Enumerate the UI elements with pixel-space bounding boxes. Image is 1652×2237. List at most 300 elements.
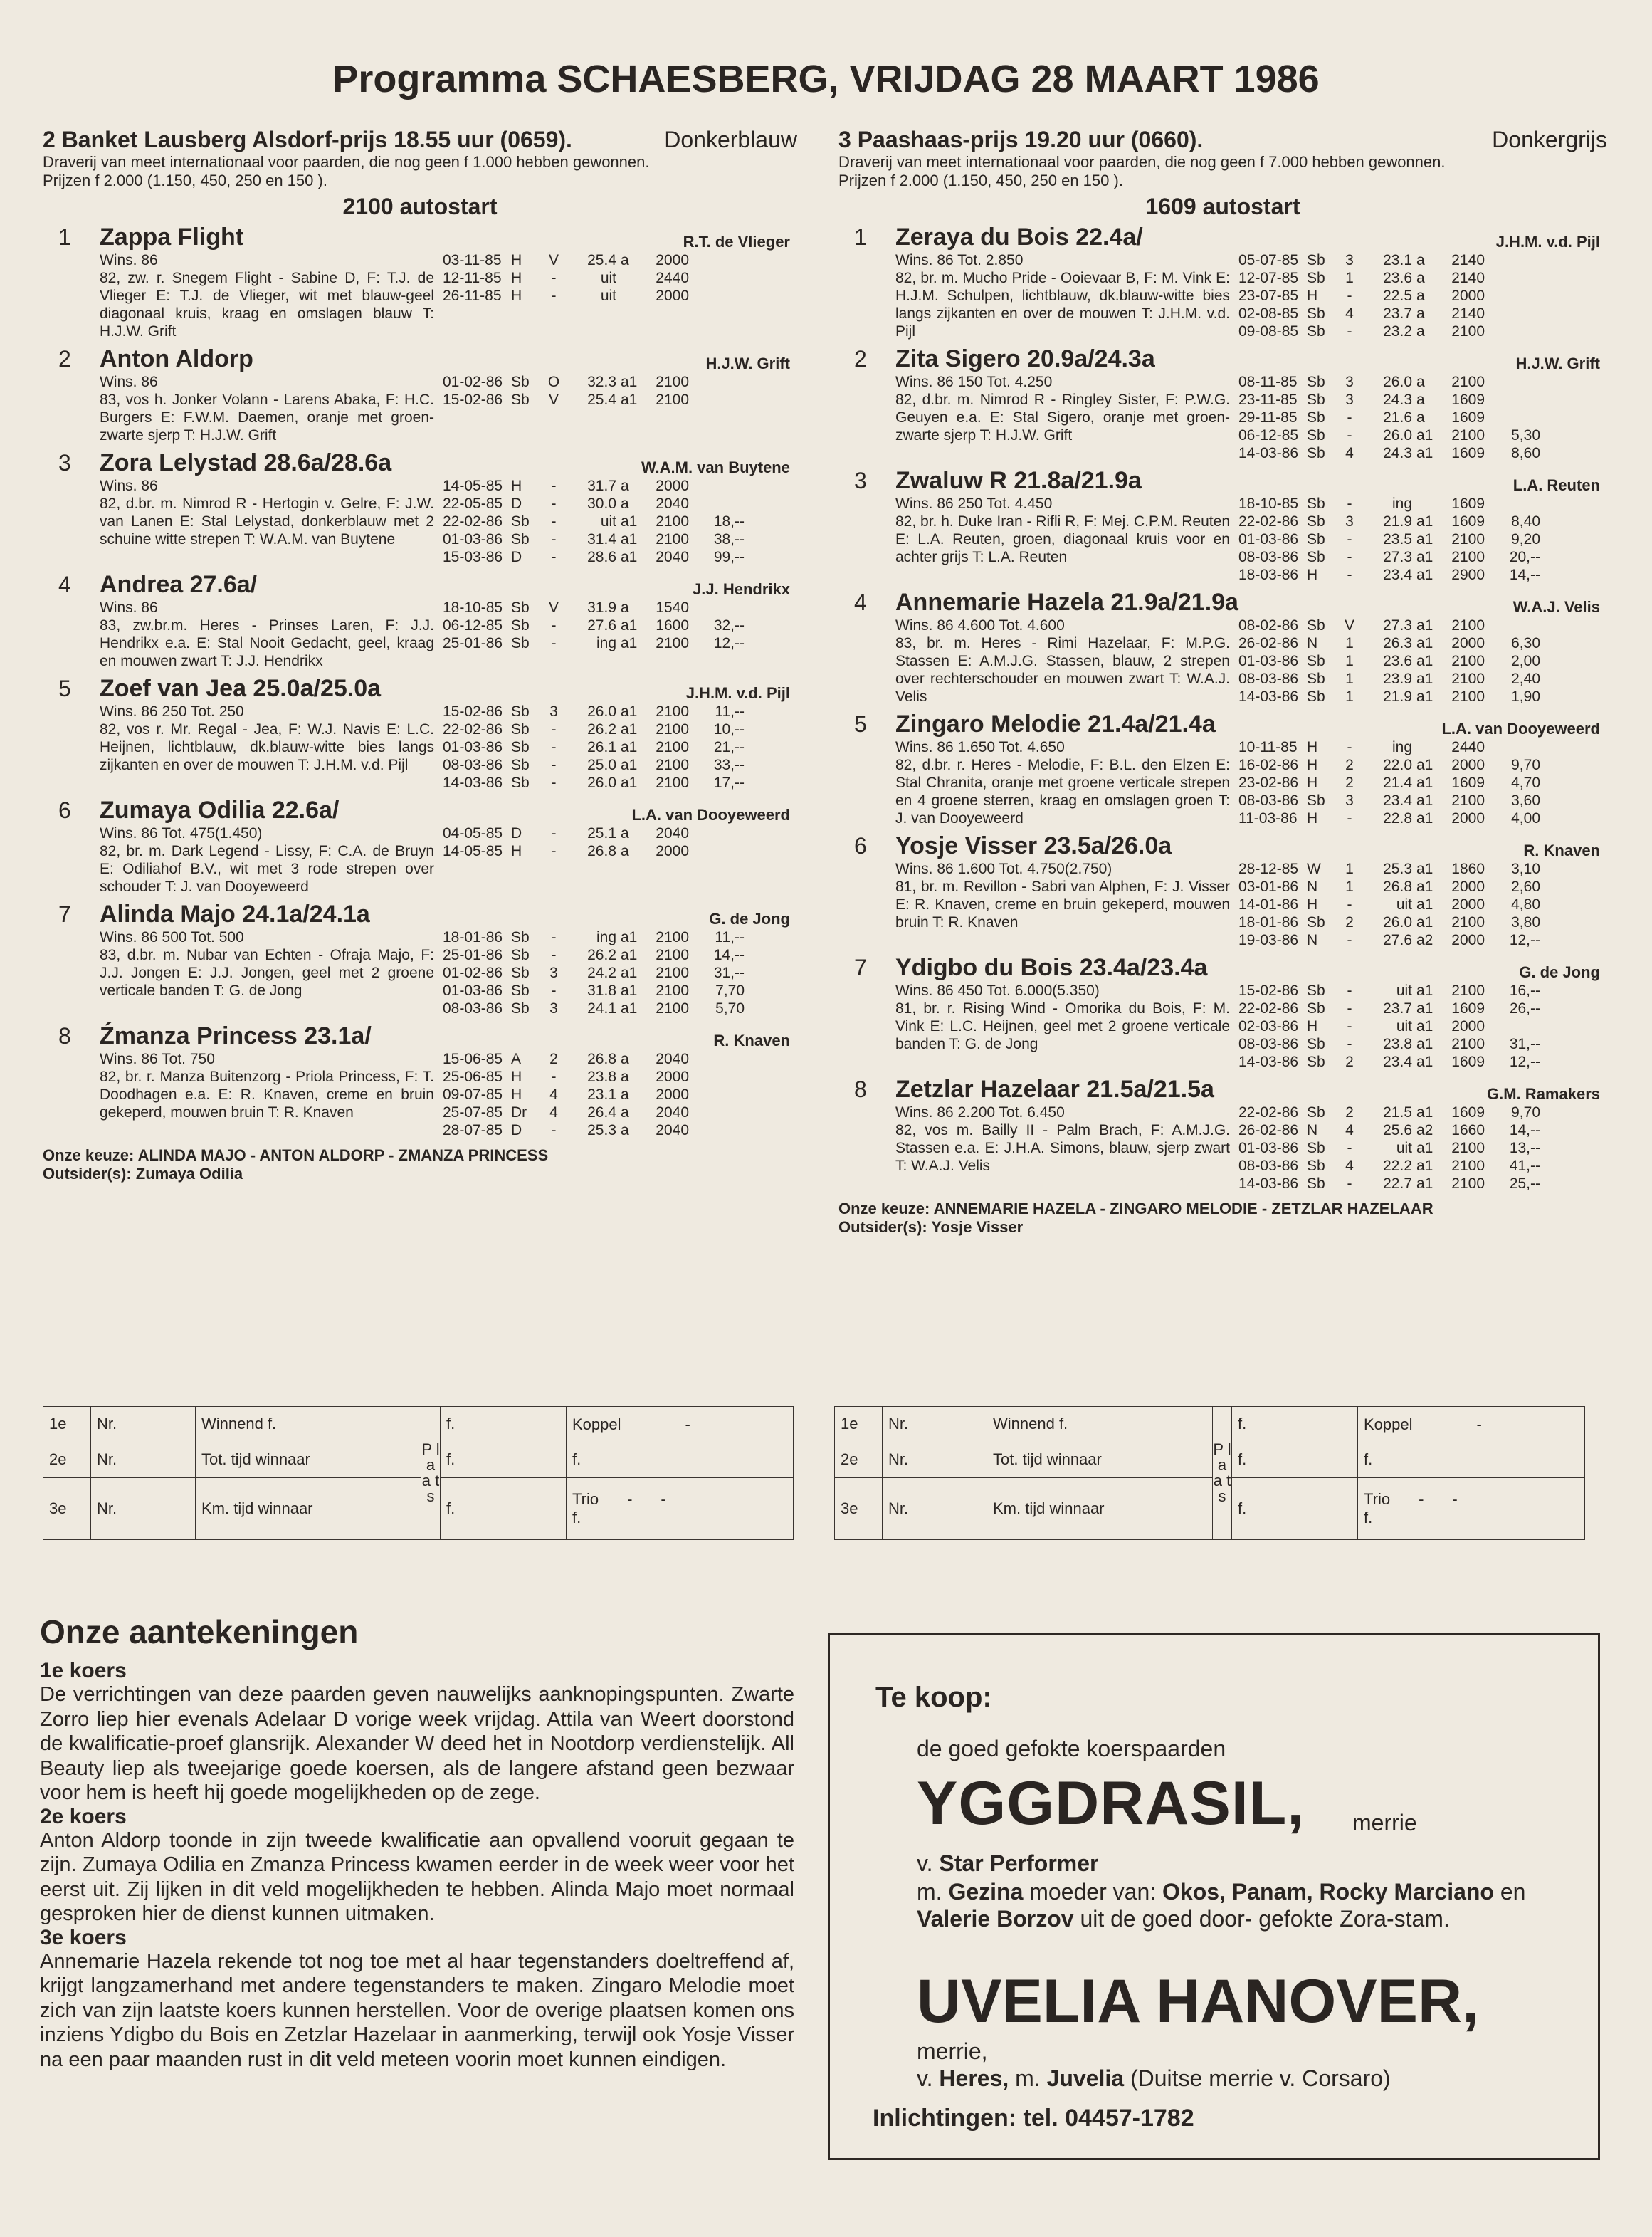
horse-performances — [1238, 982, 1540, 1071]
performance-cell: 3,10 — [1511, 861, 1540, 877]
horse-performances — [1238, 373, 1540, 462]
race-start: 1609 autostart — [1145, 194, 1300, 219]
performance-cell: uit — [600, 288, 616, 304]
horse-detail — [895, 251, 1607, 340]
performance-cell: N — [1307, 635, 1318, 651]
result-cell: Nr. — [883, 1442, 987, 1477]
result-row — [835, 1477, 1585, 1539]
notes-text: De verrichtingen van deze paarden geven nauwelijks aanknopingspunten. Zwarte Zorro liep hier evenals Adelaar D vorige week vrijdag. Attila van Weert doorstond de kwalificatie-proef glansrijk. Alexander W deed het in Nootdorp verdienstelijk. All Beauty liep als tweejarige goede koersen, als de langere afstand geen bezwaar voor hem is heeft hij goede mogelijkheden op de zege. — [40, 1683, 794, 1804]
horse-entry — [838, 223, 1607, 340]
horse-description: Wins. 86 450 Tot. 6.000(5.350) 81, br. r. Rising Wind - Omorika du Bois, F: M. Vink E: L.C. Heijnen, geel met 2 groene verticale banden T: G. de Jong — [895, 983, 1230, 1052]
performance-cell: 2100 — [1451, 323, 1485, 340]
performance-cell: Sb — [1307, 1054, 1325, 1070]
performance-cell: 18-01-86 — [1238, 914, 1299, 931]
performance-cell — [689, 287, 745, 305]
performance-cell: Sb — [511, 983, 530, 999]
horse-name: Zeraya du Bois 22.4a/ — [895, 224, 1143, 251]
performance-cell: 2000 — [1451, 288, 1485, 304]
performance-cell: a1 — [621, 617, 638, 634]
result-cell: 1e — [43, 1407, 91, 1442]
horse-detail — [100, 824, 797, 896]
result-cell: 1e — [835, 1407, 883, 1442]
performance-cell: 23.7 — [1383, 305, 1412, 322]
performance-cell: - — [1347, 549, 1352, 565]
performance-cell: 2100 — [1451, 1140, 1485, 1156]
performance-cell: 8,60 — [1511, 445, 1540, 461]
ad-offspring-2: Valerie Borzov — [917, 1906, 1074, 1932]
performance-cell: uit — [1396, 1140, 1412, 1156]
race-title: 3 Paashaas-prijs 19.20 uur (0660). — [838, 127, 1204, 152]
horse-body — [100, 570, 797, 670]
horse-name: Andrea 27.6a/ — [100, 571, 258, 598]
performance-cell: a1 — [1416, 1054, 1433, 1070]
notes-heading: 2e koers — [40, 1804, 127, 1828]
performance-cell: - — [1347, 1140, 1352, 1156]
performance-cell: 21.6 — [1383, 409, 1412, 426]
performance-cell: a1 — [1416, 531, 1433, 548]
performance-cell: 4,70 — [1511, 775, 1540, 791]
performance-cell: - — [551, 825, 557, 842]
performance-cell: 2100 — [656, 721, 689, 738]
performance-cell: Sb — [1307, 323, 1325, 340]
result-cell: Km. tijd winnaar — [196, 1477, 421, 1539]
performance-cell: 30.0 — [587, 496, 616, 512]
performance-cell: 2100 — [1451, 1158, 1485, 1174]
horse-trainer: J.J. Hendrikx — [693, 580, 790, 598]
horse-number: 7 — [58, 901, 71, 927]
performance-cell: 18-10-85 — [1238, 496, 1299, 512]
performance-cell: 12,-- — [1509, 932, 1540, 948]
horse-body — [100, 345, 797, 444]
performance-cell: 26.0 — [1383, 427, 1412, 444]
horse-detail — [100, 477, 797, 566]
horse-description: Wins. 86 500 Tot. 500 83, d.br. m. Nubar van Echten - Ofraja Majo, F: J.J. Jongen E: J.J. Jongen, geel met 2 groene verticale banden T: G. de Jong — [100, 929, 434, 999]
performance-cell: 2100 — [1451, 983, 1485, 999]
performance-cell: 4 — [1345, 305, 1354, 322]
horse-performances — [443, 824, 745, 896]
our-choice: Onze keuze: ALINDA MAJO - ANTON ALDORP - ZMANZA PRINCESS — [43, 1146, 549, 1164]
performance-cell: 3 — [1345, 392, 1354, 408]
performance-row — [1238, 426, 1540, 444]
horse-body — [895, 345, 1607, 462]
race-prizes: Prijzen f 2.000 (1.150, 450, 250 en 150 ). — [43, 172, 327, 189]
horse-name: Zora Lelystad 28.6a/28.6a — [100, 449, 392, 476]
performance-cell: 2100 — [656, 635, 689, 651]
horse-number: 5 — [58, 676, 71, 701]
performance-row — [1238, 931, 1540, 949]
koppel-dash: - — [1476, 1415, 1482, 1433]
horse-trainer: W.A.M. van Buytene — [641, 459, 790, 476]
horse-detail — [895, 1104, 1607, 1193]
performance-cell: 3 — [1345, 374, 1354, 390]
performance-cell: Sb — [511, 739, 530, 755]
horse-detail — [895, 373, 1607, 462]
performance-cell: Sb — [1307, 445, 1325, 461]
performance-cell: 2000 — [1451, 879, 1485, 895]
performance-cell: 31,-- — [1509, 1036, 1540, 1052]
performance-cell: 31.9 — [587, 599, 616, 616]
performance-cell: 23.2 — [1383, 323, 1412, 340]
performance-cell: a — [621, 1122, 629, 1138]
horse-trainer: H.J.W. Grift — [1515, 355, 1600, 372]
horse-performances — [443, 373, 745, 444]
performance-cell: 11-03-86 — [1238, 810, 1298, 827]
result-cell: Nr. — [91, 1442, 196, 1477]
performance-cell — [621, 269, 645, 287]
performance-cell — [689, 269, 745, 287]
performance-cell: 2100 — [656, 929, 689, 945]
performance-cell: 2100 — [656, 775, 689, 791]
performance-cell: a1 — [1416, 861, 1433, 877]
performance-cell — [1485, 738, 1540, 756]
performance-cell: 05-07-85 — [1238, 252, 1299, 268]
performance-cell: 2100 — [656, 703, 689, 720]
performance-row — [443, 269, 745, 287]
performance-cell: a1 — [621, 775, 638, 791]
performance-cell: 01-03-86 — [1238, 1140, 1299, 1156]
performance-cell: - — [551, 635, 557, 651]
performance-cell: H — [1307, 739, 1318, 755]
performance-cell: a1 — [1416, 653, 1433, 669]
performance-cell: 1 — [1345, 270, 1354, 286]
performance-cell: a1 — [621, 374, 638, 390]
performance-cell: 2140 — [1451, 305, 1485, 322]
performance-cell: - — [1347, 739, 1352, 755]
performance-row — [443, 928, 745, 946]
performance-cell: a1 — [1416, 1000, 1433, 1017]
performance-cell: a1 — [1416, 983, 1433, 999]
performance-cell: 14-03-86 — [1238, 688, 1299, 705]
performance-cell: a1 — [1416, 1140, 1433, 1156]
performance-cell: - — [551, 775, 557, 791]
performance-cell — [689, 391, 745, 409]
horse-performances — [1238, 617, 1540, 706]
performance-cell: 8,40 — [1511, 513, 1540, 530]
horse-trainer: G.M. Ramakers — [1487, 1085, 1600, 1103]
performance-cell: 7,70 — [715, 983, 745, 999]
performance-cell: 1609 — [1451, 409, 1485, 426]
performance-row — [1238, 495, 1540, 513]
horse-number: 5 — [854, 711, 867, 737]
performance-cell: a1 — [1416, 688, 1433, 705]
performance-cell: 1609 — [1451, 1000, 1485, 1017]
performance-cell: a1 — [1416, 1018, 1433, 1034]
performance-cell: 22.2 — [1383, 1158, 1412, 1174]
performance-cell: 22-02-86 — [443, 721, 503, 738]
performance-cell: Sb — [1307, 1140, 1325, 1156]
our-choice: Onze keuze: ANNEMARIE HAZELA - ZINGARO MELODIE - ZETZLAR HAZELAAR — [838, 1200, 1433, 1217]
performance-cell: a1 — [621, 392, 638, 408]
race-3 — [838, 127, 1607, 1237]
performance-cell: 2100 — [1451, 914, 1485, 931]
performance-cell: H — [511, 1069, 522, 1085]
performance-cell: 02-08-85 — [1238, 305, 1299, 322]
performance-row — [443, 703, 745, 721]
result-cell: f. — [441, 1442, 567, 1477]
performance-cell — [1485, 287, 1540, 305]
horse-description: Wins. 86 Tot. 750 82, br. r. Manza Buitenzorg - Priola Princess, F: T. Doodhagen e.a. E: R. Knaven, creme en bruin gekeperd, mouwen bruin T: R. Knaven — [100, 1051, 434, 1121]
performance-row — [1238, 810, 1540, 827]
performance-cell: H — [1307, 567, 1318, 583]
performance-cell — [1485, 251, 1540, 269]
horse-description: Wins. 86 1.650 Tot. 4.650 82, d.br. r. Heres - Melodie, F: B.L. den Elzen E: Stal Chranita, oranje met groene verticale strepen en 4 groene sterren, kraag en omslagen groen T: J. van Dooyeweerd — [895, 739, 1230, 827]
performance-cell: 26.0 — [1383, 914, 1412, 931]
horse-entry — [43, 1022, 797, 1139]
performance-cell: 08-03-86 — [1238, 792, 1299, 809]
performance-cell: 2100 — [1451, 1175, 1485, 1192]
performance-cell: 2000 — [1451, 757, 1485, 773]
performance-cell: 01-02-86 — [443, 965, 503, 981]
performance-row — [1238, 1017, 1540, 1035]
performance-cell: 2 — [1345, 1104, 1354, 1121]
result-table-race-3 — [834, 1406, 1585, 1540]
performance-cell: 2000 — [1451, 810, 1485, 827]
performance-cell: 08-03-86 — [443, 757, 503, 773]
performance-cell: 23.4 — [1383, 1054, 1412, 1070]
performance-row — [1238, 617, 1540, 634]
performance-cell: Sb — [511, 374, 530, 390]
horse-number: 7 — [854, 955, 867, 980]
performance-cell: 26.1 — [587, 739, 616, 755]
performance-cell: 1 — [1345, 635, 1354, 651]
performance-cell — [1485, 495, 1540, 513]
performance-cell: - — [551, 270, 557, 286]
performance-cell: Sb — [1307, 617, 1325, 634]
performance-cell: ing — [1391, 496, 1412, 512]
performance-cell: - — [551, 1122, 557, 1138]
ad-tail: uit de goed door- — [1080, 1906, 1253, 1932]
performance-cell: Sb — [511, 965, 530, 981]
result-row — [43, 1442, 794, 1477]
race-start: 2100 autostart — [342, 194, 498, 219]
ad-horse-1-gender: merrie — [1352, 1810, 1417, 1835]
horse-body — [895, 223, 1607, 340]
performance-cell: H — [1307, 896, 1318, 913]
race-description: Draverij van meet internationaal voor paarden, die nog geen f 1.000 hebben gewonnen. — [43, 153, 650, 171]
performance-cell: 2000 — [656, 288, 689, 304]
performance-cell: 08-02-86 — [1238, 617, 1299, 634]
performance-cell: 2100 — [656, 531, 689, 548]
performance-row — [1238, 652, 1540, 670]
performance-cell — [689, 477, 745, 495]
performance-cell: 26.0 — [587, 703, 616, 720]
horse-description: Wins. 86 Tot. 2.850 82, br. m. Mucho Pride - Ooievaar B, F: M. Vink E: H.J.M. Schulpen, lichtblauw, dk.blauw-witte bies langs zijkanten en over de mouwen T: J.H.M. v.d. Pijl — [895, 252, 1230, 340]
performance-cell: 4 — [549, 1104, 558, 1121]
performance-cell — [1485, 373, 1540, 391]
horse-number: 3 — [854, 468, 867, 493]
performance-cell: 08-11-85 — [1238, 374, 1298, 390]
horse-detail — [895, 860, 1607, 949]
performance-cell: N — [1307, 932, 1318, 948]
horse-entry — [838, 832, 1607, 949]
horse-entry — [43, 674, 797, 792]
performance-cell: H — [511, 288, 522, 304]
performance-cell: - — [1347, 323, 1352, 340]
performance-cell: - — [551, 739, 557, 755]
performance-cell: 21.4 — [1383, 775, 1412, 791]
performance-cell: 1 — [1345, 653, 1354, 669]
performance-cell: - — [1347, 983, 1352, 999]
ad-and: en — [1500, 1879, 1526, 1905]
performance-cell: 22.8 — [1383, 810, 1412, 827]
performance-row — [1238, 982, 1540, 1000]
performance-cell: H — [1307, 288, 1318, 304]
horse-header — [100, 796, 797, 824]
performance-row — [1238, 860, 1540, 878]
performance-cell: Sb — [1307, 392, 1325, 408]
plaats-label: P l a a t s — [421, 1407, 441, 1540]
performance-cell: 6,30 — [1511, 635, 1540, 651]
performance-cell: a — [1416, 409, 1425, 426]
performance-cell: 4,00 — [1511, 810, 1540, 827]
performance-cell: 23-02-86 — [1238, 775, 1299, 791]
horse-entry — [43, 223, 797, 340]
plaats-label: P l a a t s — [1213, 1407, 1232, 1540]
performance-cell: V — [1344, 617, 1354, 634]
result-cell: Nr. — [91, 1407, 196, 1442]
performance-cell: 1609 — [1451, 513, 1485, 530]
ad-header: Te koop: — [875, 1682, 992, 1713]
performance-cell: 15-02-86 — [1238, 983, 1299, 999]
performance-cell: 22-02-86 — [1238, 1104, 1299, 1121]
performance-cell: a1 — [1416, 757, 1433, 773]
performance-cell: 15-02-86 — [443, 392, 503, 408]
performance-cell: Sb — [511, 392, 530, 408]
performance-row — [443, 634, 745, 652]
horse-header — [895, 832, 1607, 860]
performance-cell: 22.5 — [1383, 288, 1412, 304]
result-cell: f. — [1232, 1477, 1358, 1539]
result-row — [43, 1407, 794, 1442]
performance-cell: uit — [1396, 1018, 1412, 1034]
performance-cell: - — [551, 757, 557, 773]
koppel-cell — [567, 1407, 794, 1442]
performance-cell: W — [1307, 861, 1321, 877]
horse-trainer: J.H.M. v.d. Pijl — [685, 684, 790, 702]
horse-body — [895, 710, 1607, 827]
performance-cell: a1 — [1416, 914, 1433, 931]
horse-trainer: H.J.W. Grift — [705, 355, 790, 372]
performance-cell: a1 — [1416, 1104, 1433, 1121]
performance-cell: a1 — [1416, 513, 1433, 530]
performance-cell: H — [1307, 1018, 1318, 1034]
performance-row — [1238, 670, 1540, 688]
horse-detail — [895, 495, 1607, 584]
performance-cell: Sb — [1307, 653, 1325, 669]
performance-cell: Sb — [511, 703, 530, 720]
performance-cell: 14-03-86 — [1238, 445, 1299, 461]
performance-cell: 2000 — [1451, 932, 1485, 948]
horse-body — [895, 588, 1607, 706]
performance-cell — [1485, 391, 1540, 409]
performance-cell: 32,-- — [713, 617, 745, 634]
race-header — [838, 127, 1607, 152]
ad-dam: Gezina — [948, 1879, 1024, 1905]
performance-cell: 31.7 — [587, 478, 616, 494]
performance-cell: 24.3 — [1383, 445, 1412, 461]
horse-name: Anton Aldorp — [100, 345, 253, 372]
horse-entry — [838, 345, 1607, 462]
performance-row — [443, 1068, 745, 1086]
trio-label: Trio — [572, 1489, 599, 1508]
page-title: Programma SCHAESBERG, VRIJDAG 28 MAART 1986 — [332, 58, 1320, 100]
koppel-cell — [1358, 1407, 1585, 1442]
performance-cell: - — [1347, 409, 1352, 426]
performance-cell: Sb — [1307, 427, 1325, 444]
horse-performances — [1238, 860, 1540, 949]
performance-row — [1238, 530, 1540, 548]
horse-trainer: L.A. Reuten — [1512, 476, 1600, 494]
performance-cell: 3,80 — [1511, 914, 1540, 931]
performance-cell: Sb — [511, 775, 530, 791]
koppel-label: Koppel — [1364, 1415, 1413, 1433]
performance-cell — [1416, 738, 1441, 756]
performance-cell: 2040 — [656, 1051, 689, 1067]
horse-description: Wins. 86 150 Tot. 4.250 82, d.br. m. Nimrod R - Ringley Sister, F: P.W.G. Geuyen e.a. E: Stal Sigero, oranje met groen-zwarte sjerp T: H.J.W. Grift — [895, 374, 1230, 444]
performance-cell: 24.2 — [587, 965, 616, 981]
horse-description: Wins. 86 4.600 Tot. 4.600 83, br. m. Heres - Rimi Hazelaar, F: M.P.G. Stassen E: A.M.J.G. Stassen, blauw, 2 strepen over rechterschouder en mouwen zwart T: W.A.J. Velis — [895, 617, 1230, 705]
performance-cell: - — [1347, 1000, 1352, 1017]
ad-sire-prefix: v. — [917, 1850, 933, 1876]
horse-number: 6 — [58, 797, 71, 823]
performance-cell: Sb — [511, 617, 530, 634]
notes-heading: 1e koers — [40, 1659, 127, 1682]
performance-cell: 23.8 — [1383, 1036, 1412, 1052]
notes-heading: 3e koers — [40, 1925, 127, 1949]
performance-cell: 25.4 — [587, 252, 616, 268]
performance-cell: a1 — [621, 721, 638, 738]
performance-cell: 14-01-86 — [1238, 896, 1299, 913]
performance-cell: 2 — [1345, 914, 1354, 931]
performance-cell: Sb — [1307, 549, 1325, 565]
performance-cell: 9,20 — [1511, 531, 1540, 548]
performance-row — [1238, 269, 1540, 287]
performance-cell: 2040 — [656, 825, 689, 842]
performance-cell: 33,-- — [713, 757, 745, 773]
ad-dam-text: moeder van: — [1029, 1879, 1157, 1905]
performance-cell: 2100 — [1451, 792, 1485, 809]
performance-cell: a1 — [1416, 775, 1433, 791]
koppel-f — [567, 1442, 794, 1477]
performance-cell: a — [1416, 252, 1425, 268]
performance-cell: a1 — [621, 929, 638, 945]
performance-cell — [689, 1086, 745, 1104]
performance-cell: 12-11-85 — [443, 270, 502, 286]
horse-entry — [838, 953, 1607, 1071]
performance-cell: uit — [600, 513, 616, 530]
performance-row — [443, 530, 745, 548]
performance-cell: 1 — [1345, 671, 1354, 687]
performance-cell: a1 — [621, 1000, 638, 1017]
performance-row — [1238, 513, 1540, 530]
performance-cell: - — [551, 531, 557, 548]
horse-name: Zita Sigero 20.9a/24.3a — [895, 345, 1155, 372]
ad-horse-2-gender: merrie, — [917, 2038, 988, 2064]
outsider: Outsider(s): Yosje Visser — [838, 1218, 1024, 1236]
performance-cell: a1 — [1416, 1158, 1433, 1174]
performance-cell: a1 — [1416, 879, 1433, 895]
performance-cell: a1 — [1416, 567, 1433, 583]
horse-detail — [100, 1050, 797, 1139]
result-cell: f. — [441, 1407, 567, 1442]
performance-row — [443, 738, 745, 756]
performance-cell: 4 — [1345, 445, 1354, 461]
performance-cell: D — [511, 496, 522, 512]
performance-cell: a — [1416, 374, 1425, 390]
result-cell: 2e — [835, 1442, 883, 1477]
performance-cell: 08-03-86 — [1238, 671, 1299, 687]
horse-description: Wins. 86 83, zw.br.m. Heres - Prinses Laren, F: J.J. Hendrikx e.a. E: Stal Nooit Gedacht, geel, kraag en mouwen zwart T: J.J. Hendrikx — [100, 599, 434, 669]
